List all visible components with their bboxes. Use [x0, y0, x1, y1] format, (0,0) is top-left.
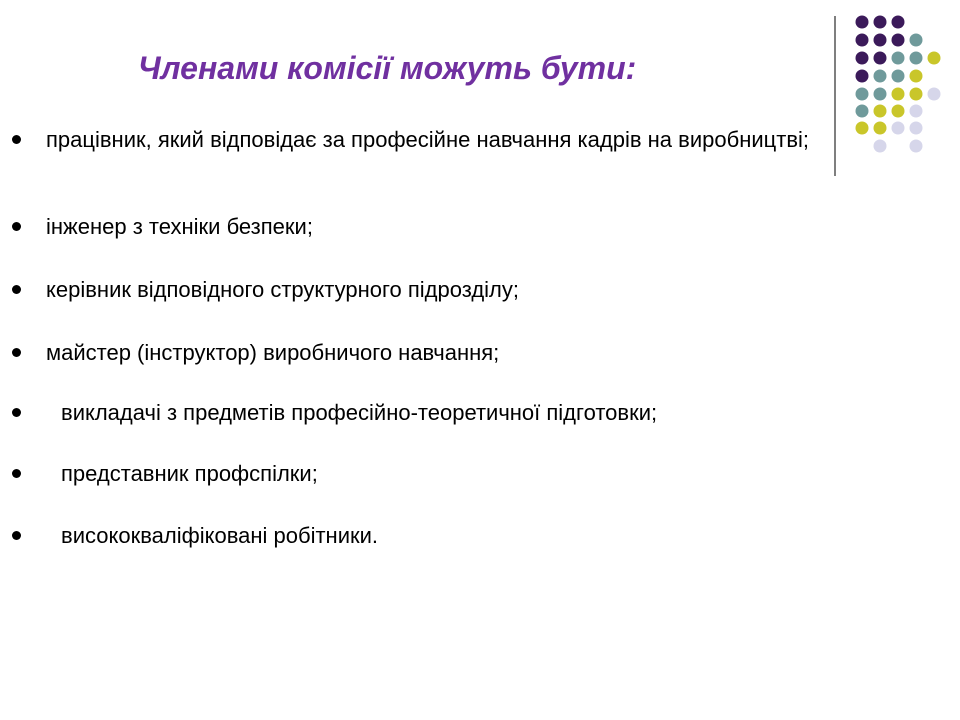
decorative-dot — [874, 52, 887, 65]
decorative-dot — [856, 105, 869, 118]
decorative-dot — [910, 88, 923, 101]
bullet-point-icon — [12, 222, 21, 231]
decorative-dot — [910, 105, 923, 118]
decorative-dot — [856, 70, 869, 83]
decorative-dot-grid — [0, 0, 960, 200]
bullet-text: керівник відповідного структурного підрозділу; — [46, 277, 519, 302]
decorative-divider-line — [834, 16, 836, 176]
bullet-text: викладачі з предметів професійно-теоретичної підготовки; — [61, 400, 658, 425]
slide-title: Членами комісії можуть бути: — [138, 50, 637, 86]
decorative-dot — [874, 70, 887, 83]
bullet-point-icon — [12, 408, 21, 417]
decorative-dot — [874, 34, 887, 47]
decorative-dot — [874, 16, 887, 29]
bullet-point-icon — [12, 469, 21, 478]
bullet-point-icon — [12, 348, 21, 357]
decorative-dot — [910, 122, 923, 135]
decorative-dot — [910, 52, 923, 65]
decorative-dot — [874, 105, 887, 118]
decorative-dot — [874, 88, 887, 101]
decorative-dot — [892, 52, 905, 65]
decorative-dot — [892, 70, 905, 83]
decorative-dot — [856, 122, 869, 135]
decorative-dot — [856, 16, 869, 29]
decorative-dot — [892, 16, 905, 29]
bullet-text: представник профспілки; — [61, 461, 318, 486]
bullet-point-icon — [12, 531, 21, 540]
bullet-point-icon — [12, 285, 21, 294]
bullet-text: інженер з техніки безпеки; — [46, 214, 313, 239]
decorative-dot — [892, 105, 905, 118]
bullet-text: висококваліфіковані робітники. — [61, 523, 379, 548]
decorative-dot — [856, 88, 869, 101]
bullet-point-icon — [12, 135, 21, 144]
decorative-dot — [910, 70, 923, 83]
decorative-dot — [856, 34, 869, 47]
decorative-dot — [910, 34, 923, 47]
decorative-dot — [892, 122, 905, 135]
bullet-text: майстер (інструктор) виробничого навчання; — [46, 340, 500, 365]
bullet-text: працівник, який відповідає за професійне навчання кадрів на виробництві; — [46, 127, 810, 152]
decorative-dot — [928, 88, 941, 101]
decorative-dot — [892, 34, 905, 47]
decorative-dot — [874, 140, 887, 153]
decorative-dot — [892, 88, 905, 101]
decorative-dot — [910, 140, 923, 153]
decorative-dot — [928, 52, 941, 65]
decorative-dot — [856, 52, 869, 65]
decorative-dot — [874, 122, 887, 135]
